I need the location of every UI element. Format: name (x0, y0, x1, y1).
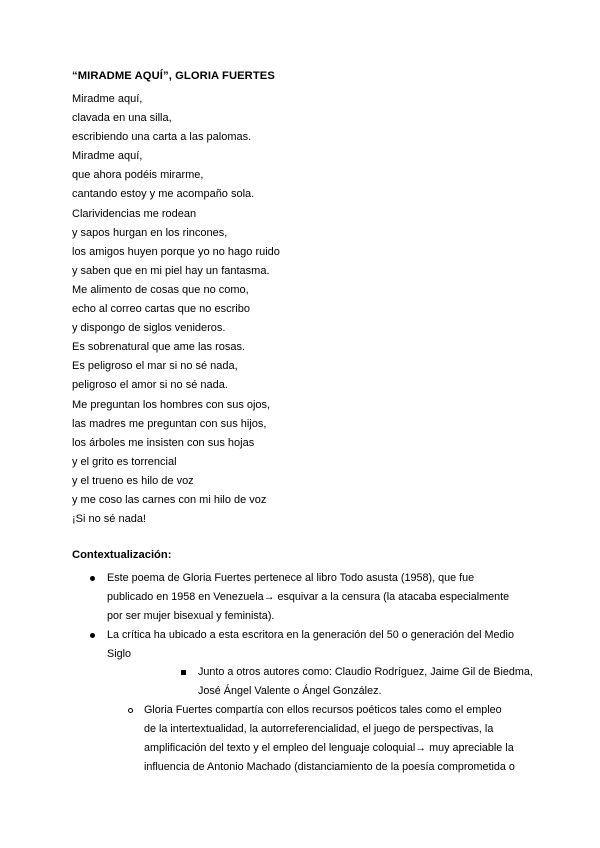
poem-line: Clarividencias me rodean (72, 207, 197, 220)
list-item-line: Gloria Fuertes compartía con ellos recursos poéticos tales como el empleo (144, 704, 502, 716)
poem-line: Es sobrenatural que ame las rosas. (72, 341, 246, 354)
poem-line: y el trueno es hilo de voz (72, 474, 194, 487)
poem-line: peligroso el amor si no sé nada. (72, 379, 228, 392)
poem-line: Me preguntan los hombres con sus ojos, (72, 398, 271, 411)
poem-title: “MIRADME AQUÍ”, GLORIA FUERTES (72, 70, 275, 82)
poem-line: escribiendo una carta a las palomas. (72, 131, 252, 144)
list-item-line: Este poema de Gloria Fuertes pertenece al libro Todo asusta (1958), que fue (107, 572, 475, 584)
list-item-line: por ser mujer bisexual y feminista). (107, 610, 275, 622)
list-item-line: Junto a otros autores como: Claudio Rodríguez, Jaime Gil de Biedma, (198, 666, 533, 678)
list-item-line: La crítica ha ubicado a esta escritora en la generación del 50 o generación del Medio (107, 629, 514, 641)
poem-line: los amigos huyen porque yo no hago ruido (72, 245, 280, 258)
list-item-line: de la intertextualidad, la autorreferencialidad, el juego de perspectivas, la (144, 723, 494, 735)
poem-line: y sapos hurgan en los rincones, (72, 226, 228, 239)
poem-line: y saben que en mi piel hay un fantasma. (72, 264, 270, 277)
list-item-line: amplificación del texto y el empleo del lenguaje coloquial→ muy apreciable la (144, 742, 514, 754)
poem-line: las madres me preguntan con sus hijos, (72, 417, 267, 430)
poem-line: que ahora podéis mirarme, (72, 169, 204, 182)
poem-line: Es peligroso el mar si no sé nada, (72, 360, 238, 373)
poem-line: y el grito es torrencial (72, 455, 177, 468)
poem-line: Miradme aquí, (72, 150, 143, 163)
poem-line: Me alimento de cosas que no como, (72, 283, 249, 296)
list-item-line: Siglo (107, 648, 132, 660)
list-item-line: José Ángel Valente o Ángel González. (198, 685, 382, 697)
bullet-dot-icon (90, 576, 95, 581)
poem-line: y dispongo de siglos venideros. (72, 322, 226, 335)
poem-line: y me coso las carnes con mi hilo de voz (72, 493, 267, 506)
poem-line: echo al correo cartas que no escribo (72, 303, 250, 316)
poem-line: cantando estoy y me acompaño sola. (72, 188, 255, 201)
section-heading: Contextualización: (72, 549, 172, 561)
poem-line: los árboles me insisten con sus hojas (72, 436, 255, 449)
list-item-line: influencia de Antonio Machado (distanciamiento de la poesía comprometida o (144, 761, 515, 773)
poem-line: clavada en una silla, (72, 112, 172, 125)
bullet-circle-icon (128, 708, 133, 713)
poem-body (72, 90, 280, 529)
bullet-square-icon (181, 670, 186, 675)
poem-line: ¡Si no sé nada! (72, 513, 146, 526)
bullet-dot-icon (90, 633, 95, 638)
list-item-line: publicado en 1958 en Venezuela→ esquivar a la censura (la atacaba especialmente (107, 591, 510, 603)
poem-line: Miradme aquí, (72, 93, 143, 105)
